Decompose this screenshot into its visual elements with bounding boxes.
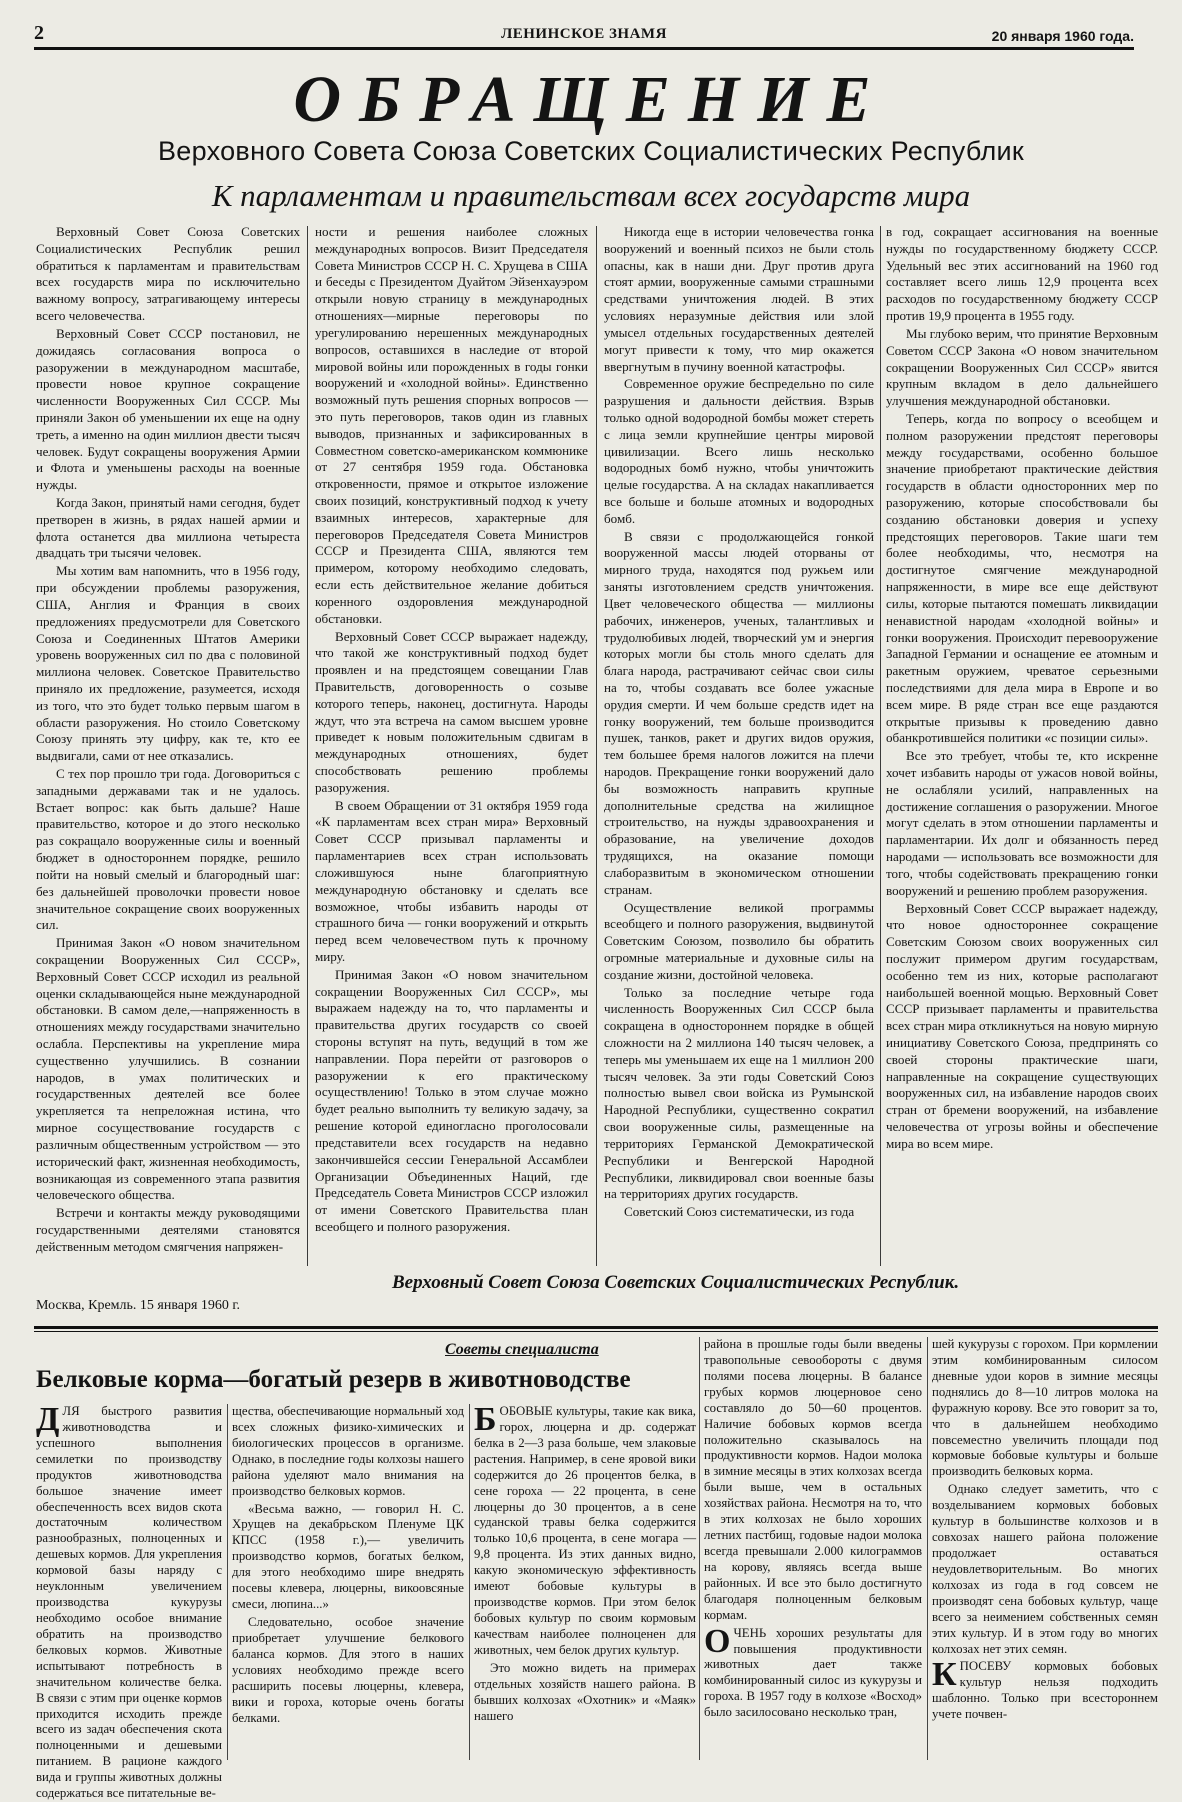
appeal-column-2	[315, 224, 588, 1270]
appeal-title: ОБРАЩЕНИЕ	[293, 63, 889, 136]
section-divider	[34, 1331, 1158, 1332]
column-divider	[227, 1404, 228, 1760]
paragraph: В связи с продолжающейся гонкой вооруженной массы людей оторваны от мирного труда, находятся под ружьем или заняты изготовлением средств уничтожения. Цвет человеческого общества — миллионы рабочих, инженеров, ученых, талантливых и трудолюбивых людей, творческий ум и энергия которых могли бы столь много сделать для блага народа, растрачивают сейчас свои силы на то, чтобы создавать все более ужасные орудия смерти. И чем больше средств идет на гонку вооружений, тем больше производится пушек, танков, ракет и других видов оружия, тем большее бремя налогов ложится на плечи народов. Прекращение гонки вооружений дало бы возможность направить крупные дополнительные средства на жилищное строительство, на нужды здравоохранения и образование, на увеличение доходов трудящихся, на оказание помощи слаборазвитым в экономическом отношении странам.	[604, 528, 874, 897]
article-column-2	[232, 1404, 464, 1760]
paragraph: Принимая Закон «О новом значительном сокращении Вооруженных Сил СССР», Верховный Совет СССР исходил из реальной оценки складывающейся ныне международной обстановки. В самом деле,—напряженность в отношениях между государствами значительно ослабла. Перспективы на укрепление мира существенно улучшились. В сознании народов, в умах политических и государственных деятелей все более укрепляется та непреложная истина, что мирное сосуществование государств с различным общественным устройством — это исторический факт, жизненная необходимость, возникающая из современного этапа развития человеческого общества.	[36, 935, 300, 1203]
paragraph: Принимая Закон «О новом значительном сокращении Вооруженных Сил СССР», мы выражаем надежду на то, что парламенты и правительства других государств со своей стороны вступят на путь, ведущий в том же направлении. Пора перейти от разговоров о разоружении к его практическому осуществлению! Только в этом случае можно будет реально выполнить ту великую задачу, за решение которой единогласно проголосовали представители всех государств на недавно закончившейся сессии Генеральной Ассамблеи Организации Объединенных Наций, где Председатель Совета Министров СССР изложил от имени Советского Правительства план всеобщего и полного разоружения.	[315, 966, 588, 1234]
drop-cap: О	[704, 1622, 731, 1660]
paragraph: Верховный Совет СССР выражает надежду, что новое одностороннее сокращение Советским Союзом своих вооруженных сил послужит примером другим государствам, особенно тем из них, которые располагают наибольшей военной мощью. Верховный Совет СССР призывает парламенты и правительства всех стран мира откликнуться на новую мирную инициативу Советского Союза, предпринять со своей стороны практические шаги, направленные на сокращение существующих вооруженных сил, на избавление народов своих стран от бремени вооружений, на избавление человечества от угрозы войны и обеспечение мира во всем мире.	[886, 900, 1158, 1151]
paragraph: Мы глубоко верим, что принятие Верховным Советом СССР Закона «О новом значительном сокращении Вооруженных Сил СССР» явится крупным вкладом в дело дальнейшего улучшения международной обстановки.	[886, 325, 1158, 409]
masthead	[34, 22, 1134, 50]
paragraph: Верховный Совет СССР выражает надежду, что такой же конструктивный подход будет проявлен и на предстоящем совещании Глав Правительств, договоренность о созыве которого теперь, наконец, достигнута. Народы ждут, что эта встреча на самом высшем уровне приведет к новым положительным сдвигам в международных отношениях, будет способствовать решению проблемы разоружения.	[315, 628, 588, 795]
paragraph: Встречи и контакты между руководящими государственными деятелями становятся действенным методом смягчения напряжен-	[36, 1205, 300, 1254]
paragraph: ности и решения наиболее сложных международных вопросов. Визит Председателя Совета Министров СССР Н. С. Хрущева в США и беседы с Президентом Дуайтом Эйзенхауэром открыли новую страницу в международных отношениях—мирные переговоры по урегулированию нерешенных международных вопросов, оставшихся в наследие от второй мировой войны или порожденных в годы гонки вооружений и «холодной войны». Единственно возможный путь решения спорных вопросов — это путь переговоров, таков один из главных выводов, признанных и зафиксированных в Совместном советско-американском коммюнике от 27 сентября 1959 года. Обстановка откровенности, прямое и открытое изложение своих позиций, конструктивный подход к учету взаимных интересов, характерные для переговоров Председателя Совета Министров СССР и Президента США, являются тем примером, которому необходимо следовать, если есть действительное желание добиться коренного оздоровления международной обстановки.	[315, 224, 588, 626]
paragraph: Осуществление великой программы всеобщего и полного разоружения, выдвинутой Советским Союзом, позволило бы обратить огромные материальные и духовные силы на создание жизни, достойной человека.	[604, 899, 874, 982]
column-divider	[927, 1337, 928, 1760]
paragraph: в год, сокращает ассигнования на военные нужды по государственному бюджету СССР. Удельный вес этих ассигнований на 1960 год составляет всего лишь 12,9 процента всех расходов по государственному бюджету СССР против 19,9 процента в 1955 году.	[886, 224, 1158, 324]
paragraph: Теперь, когда по вопросу о всеобщем и полном разоружении предстоят переговоры между государствами, особенно большое значение приобретают практические действия государств в области односторонних мер по разоружению, которые способствовали бы созданию обстановки доверия и успеху предстоящих переговоров. Такие шаги тем более необходимы, что, несмотря на достигнутое смягчение международной напряженности, в мире все еще действуют силы, которые пытаются помешать ликвидации ненавистной народам «холодной войны» и гонки вооружения. Происходит перевооружение Западной Германии и оснащение ее атомным и ракетным оружием, чреватое серьезными последствиями для дела мира в Европе и во всем мире. В ряде стран все еще раздаются открытые призывы к проведению давно обанкротившейся политики «с позиции силы».	[886, 410, 1158, 746]
paragraph: Следовательно, особое значение приобретает улучшение белкового баланса кормов. Для этого в наших условиях необходимо прежде всего расширить посевы люцерны, клевера, вики и гороха, которые очень богаты белками.	[232, 1614, 464, 1725]
paragraph: Мы хотим вам напомнить, что в 1956 году, при обсуждении проблемы разоружения, США, Англия и Франция в своих предложениях предусмотрели для Советского Союза и Соединенных Штатов Америки уровень вооруженных сил по два с половиной миллиона человек. Советское Правительство приняло их предложение, разумеется, исходя из того, что это будет только первым шагом в области разоружения. Но стоило Советскому Союзу принять эту цифру, как те, кто ее выдвигали, сами от нее отказались.	[36, 563, 300, 764]
paragraph: ЧЕНЬ хороших результаты для повышения продуктивности животных дает также комбинированный силос из кукурузы и гороха. В 1957 году в колхозе «Восход» было засилосовано несколько тран,	[704, 1625, 922, 1720]
appeal-column-1	[36, 224, 300, 1270]
column-divider	[307, 226, 308, 1266]
drop-cap: Д	[36, 1401, 60, 1438]
place-and-date: Москва, Кремль. 15 января 1960 г.	[36, 1298, 241, 1313]
article-column-4	[704, 1337, 922, 1760]
appeal-addressee: К парламентам и правительствам всех государств мира	[211, 178, 971, 213]
paragraph: Верховный Совет Союза Советских Социалистических Республик решил обратиться к парламентам и правительствам всех государств мира по исключительно важному вопросу, затрагивающему интересы всего человечества.	[36, 224, 300, 324]
paragraph: Верховный Совет СССР постановил, не дожидаясь согласования вопроса о разоружении в международном масштабе, провести новое крупное сокращение численности Вооруженных Сил СССР. Мы приняли Закон об уменьшении их еще на одну треть, а именно на один миллион двести тысяч человек. Будут сокращены вооружения Армии и Флота и уменьшены расходы на военные нужды.	[36, 325, 300, 493]
paragraph: Однако следует заметить, что с возделыванием кормовых бобовых культур в большинстве колхозов и в совхозах нашего района положение продолжает оставаться неудовлетворительным. Во многих колхозах из года в год совсем не производят сена бобовых культур, чаще всего за неимением собственных семян этих культур. И в этом году во многих колхозах нет этих семян.	[932, 1482, 1158, 1656]
paragraph: района в прошлые годы были введены травопольные севообороты с двумя полями посева люцерны. В балансе грубых кормов люцерновое сено составляло до 50—60 процентов. Наличие бобовых кормов всегда положительно сказывалось на продуктивности кормов. Надои молока в зимние месяцы в этих колхозах всегда были выше, чем в остальных хозяйствах района. Несмотря на то, что в этих колхозах не было хороших летних пастбищ, годовые надои молока всегда превышали 2.000 килограммов на корову, являясь всегда выше районных. И все это было достигнуто благодаря полноценным белковым кормам.	[704, 1337, 923, 1622]
article-column-5	[932, 1337, 1158, 1760]
column-divider	[469, 1404, 470, 1760]
column-divider	[699, 1337, 700, 1760]
appeal-column-3	[604, 224, 874, 1270]
article-rubric: Советы специалиста	[445, 1341, 599, 1358]
drop-cap: Б	[474, 1401, 497, 1438]
paragraph: ОБОВЫЕ культуры, такие как вика, горох, люцерна и др. содержат белка в 2—3 раза больше, чем злаковые растения. Например, в сене яровой вики содержится до 26 процентов белка, в сене гороха — 22 процента, в сене люцерны до 30 процентов, а в сене суданской травы белка содержится только 10,6 процента, в сене могара — 9,8 процента. Из этих данных видно, какую экономическую эффективность имеют бобовые культуры в производстве кормов. При этом белок бобовых культур по своим кормовым качествам наиболее полноценен для животных, чем белок других культур.	[474, 1404, 696, 1657]
issue-date: 20 января 1960 года.	[991, 28, 1134, 44]
paragraph: шей кукурузы с горохом. При кормлении этим комбинированным силосом дневные удои коров в зимние месяцы поднялись до 8—10 литров молока на фуражную корову. Все это говорит за то, что в дальнейшем необходимо повсеместно увеличить площади под кормовые бобовые культуры и больше производить белковых корма.	[932, 1337, 1158, 1479]
paragraph: Только за последние четыре года численность Вооруженных Сил СССР была сокращена в одностороннем порядке в общей сложности на 2 миллиона 140 тысяч человек, а теперь мы уменьшаем их еще на 1 миллион 200 тысяч человек. За эти годы Советский Союз полностью вывел свои войска из Румынской Народной Республики, существенно сократил свои вооруженные силы, размещенные на территориях Германской Демократической Республики и Венгерской Народной Республики, ликвидировал свои военные базы на территориях других государств.	[604, 984, 874, 1202]
paragraph: ЛЯ быстрого развития животноводства и успешного выполнения семилетки по производству продуктов животноводства большое значение имеет обеспеченность всех видов скота достаточным количеством разнообразных, полноценных и дешевых кормов. Для укрепления кормовой базы наряду с неуклонным увеличением производства кукурузы необходимо особое внимание обратить на производство белковых кормов. Животные испытывают потребность в значительном количестве белка. В связи с этим при оценке кормов приходится исходить прежде всего из задач обеспечения скота полноценными и дешевыми питанием. В рационе каждого вида и группы животных должны содержаться все питательные ве-	[36, 1404, 222, 1801]
newspaper-name: ЛЕНИНСКОЕ ЗНАМЯ	[501, 26, 667, 42]
appeal-signature: Верховный Совет Союза Советских Социалистических Республик.	[392, 1272, 960, 1293]
article-column-1	[36, 1401, 222, 1801]
paragraph: Это можно видеть на примерах отдельных хозяйств нашего района. В бывших колхозах «Охотник» и «Маяк» нашего	[474, 1660, 696, 1723]
appeal-column-4	[886, 224, 1158, 1270]
column-divider	[880, 226, 881, 1266]
paragraph: Все это требует, чтобы те, кто искренне хочет избавить народы от ужасов новой войны, не ослабляли усилий, направленных на достижение соглашения о разоружении. Многое могут сделать в этом отношении парламенты и парламентарии. Их долг и обязанность перед народами — использовать все возможности для того, чтобы содействовать прекращению гонки вооружений и решению проблем разоружения.	[886, 748, 1158, 898]
paragraph: Когда Закон, принятый нами сегодня, будет претворен в жизнь, в рядах нашей армии и флота останется два миллиона четыреста двадцать три тысячи человек.	[36, 495, 300, 561]
paragraph: В своем Обращении от 31 октября 1959 года «К парламентам всех стран мира» Верховный Совет СССР призывал парламенты и парламентариев всех стран использовать сложившуюся ныне благоприятную международную обстановку и сделать все возможное, чтобы избавить народы от страшного бича — гонки вооружений и открыть перед всем человечеством путь к прочному миру.	[315, 797, 588, 964]
column-divider	[596, 226, 597, 1266]
article-title: Белковые корма—богатый резерв в животноводстве	[36, 1366, 631, 1393]
appeal-subtitle: Верховного Совета Союза Советских Социалистических Республик	[157, 136, 1025, 166]
page-number: 2	[34, 22, 44, 44]
paragraph: ПОСЕВУ кормовых бобовых культур нельзя подходить шаблонно. Только при всестороннем учете почвен-	[932, 1659, 1158, 1722]
paragraph: Никогда еще в истории человечества гонка вооружений и военный психоз не были столь опасны, как в наши дни. Друг против друга стоят армии, вооруженные самыми страшными средствами уничтожения людей. В этих условиях неразумные действия или злой умысел отдельных государственных деятелей могут привести к тому, что мир окажется ввергнутым в пучину военной катастрофы.	[604, 224, 874, 374]
section-divider	[34, 1326, 1158, 1329]
article-column-3	[474, 1401, 696, 1760]
paragraph: Советский Союз систематически, из года	[624, 1204, 855, 1220]
drop-cap: К	[932, 1656, 957, 1694]
paragraph: «Весьма важно, — говорил Н. С. Хрущев на декабрьском Пленуме ЦК КПСС (1958 г.),— увеличить производство кормов, богатых белком, для этого необходимо шире внедрять посевы клевера, люцерны, викоовсяные смеси, люпина...»	[232, 1501, 464, 1612]
paragraph: Современное оружие беспредельно по силе разрушения и дальности действия. Взрыв только одной водородной бомбы может стереть с лица земли крупнейшие центры мировой цивилизации. Всего лишь несколько водородных бомб нужно, чтобы уничтожить целые государства. А на складах накапливается все больше и больше атомных и водородных бомб.	[604, 376, 874, 526]
paragraph: С тех пор прошло три года. Договориться с западными державами так и не удалось. Встает вопрос: как быть дальше? Наше правительство, которое и до этого несколько раз сокращало вооруженные силы и военный бюджет в одностороннем порядке, решило пойти на новый смелый и благородный шаг: без дальнейшей проволочки провести новое значительное сокращение своих вооруженных сил.	[36, 766, 300, 933]
paragraph: щества, обеспечивающие нормальный ход всех сложных физико-химических и биологических процессов в организме. Однако, в последние годы колхозы нашего района уделяют мало внимания на производство белковых кормов.	[232, 1404, 464, 1498]
